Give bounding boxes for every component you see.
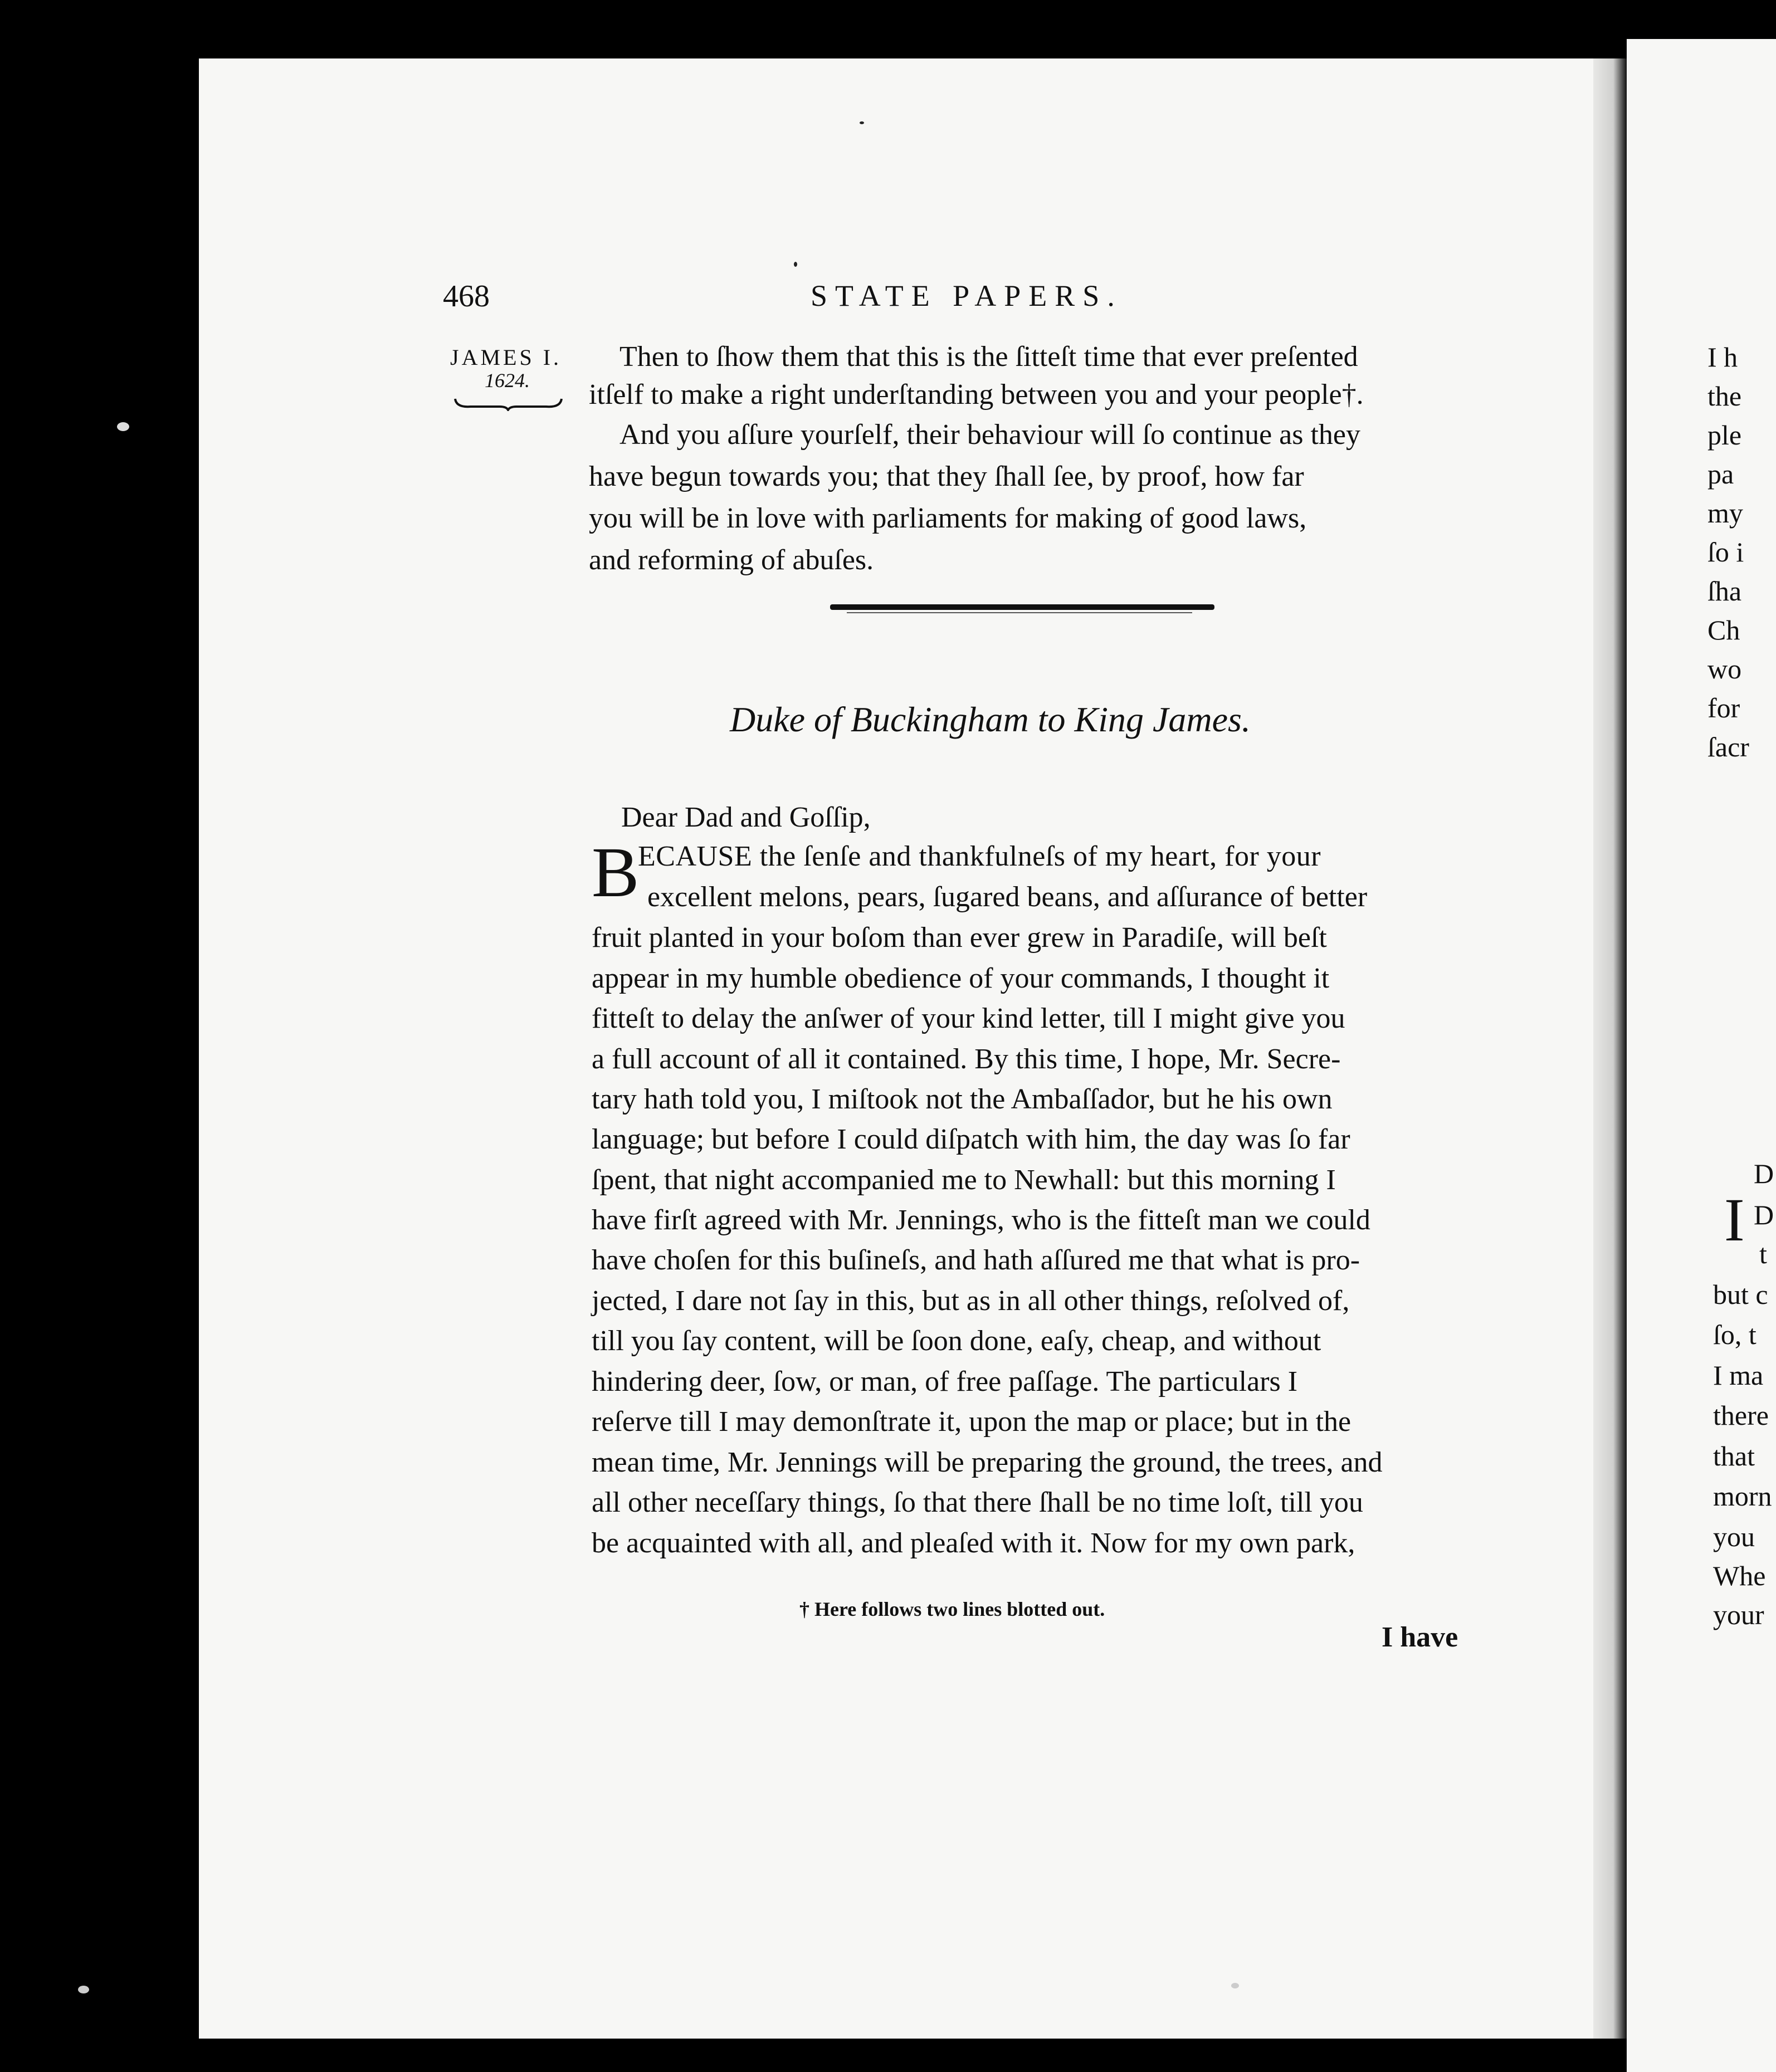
page-number: 468 <box>443 279 490 314</box>
right-page-fragment: D <box>1754 1199 1774 1230</box>
text-line: tary hath told you, I miſtook not the Ambaſſador, but he his own <box>592 1083 1333 1115</box>
page-speck <box>794 262 797 267</box>
page-speck <box>1231 1983 1239 1988</box>
right-page-fragment: morn <box>1713 1480 1772 1512</box>
footnote: † Here follows two lines blotted out. <box>799 1598 1105 1620</box>
text-line: fitteſt to delay the anſwer of your kind letter, till I might give you <box>592 1003 1345 1034</box>
right-page-fragment: ſo, t <box>1713 1319 1757 1350</box>
text-line: have choſen for this buſineſs, and hath aſſured me that what is pro- <box>592 1244 1360 1276</box>
text-line: Then to ſhow them that this is the ſitteſt time that ever preſented <box>619 341 1358 373</box>
right-page <box>1627 39 1776 2072</box>
letter-title: Duke of Buckingham to King James. <box>730 700 1251 739</box>
text-line: mean time, Mr. Jennings will be preparing the ground, the trees, and <box>592 1447 1383 1478</box>
catchword: I have <box>1382 1621 1458 1653</box>
right-page-fragment: there <box>1713 1400 1769 1431</box>
section-divider-thin <box>847 612 1192 613</box>
text-line: ſpent, that night accompanied me to Newhall: but this morning I <box>592 1164 1336 1196</box>
right-page-fragment: pa <box>1707 458 1734 490</box>
right-page-fragment: my <box>1707 497 1743 529</box>
text-line: excellent melons, pears, ſugared beans, and aſſurance of better <box>647 881 1368 913</box>
section-divider <box>830 604 1214 610</box>
right-page-fragment: ſacr <box>1707 731 1749 763</box>
text-line: jected, I dare not ſay in this, but as in all other things, reſolved of, <box>592 1285 1350 1317</box>
text-line: and reforming of abuſes. <box>589 544 874 576</box>
text-line: fruit planted in your boſom than ever grew in Paradiſe, will beſt <box>592 922 1327 954</box>
text-line: be acquainted with all, and pleaſed with it. Now for my own park, <box>592 1527 1355 1559</box>
margin-note-year: 1624. <box>485 369 530 392</box>
right-page-fragment: I ma <box>1713 1360 1764 1391</box>
text-line: a full account of all it contained. By this time, I hope, Mr. Secre- <box>592 1043 1341 1075</box>
letter-salutation: Dear Dad and Goſſip, <box>621 802 871 833</box>
right-page-fragment: I h <box>1707 341 1738 373</box>
right-page-drop-cap: I <box>1724 1186 1745 1254</box>
right-page-fragment: Whe <box>1713 1560 1766 1591</box>
right-page-fragment: ple <box>1707 419 1742 451</box>
text-line: And you aſſure yourſelf, their behaviour will ſo continue as they <box>619 419 1360 451</box>
right-page-fragment: but c <box>1713 1279 1768 1310</box>
margin-note-name: JAMES I. <box>450 345 562 370</box>
text-line: ECAUSE the ſenſe and thankfulneſs of my heart, for your <box>638 840 1321 872</box>
right-page-fragment: for <box>1707 692 1740 724</box>
right-page-fragment: ſha <box>1707 575 1742 607</box>
right-page-fragment: Ch <box>1707 614 1740 646</box>
text-line: all other neceſſary things, ſo that there ſhall be no time loſt, till you <box>592 1487 1363 1518</box>
text-line: itſelf to make a right underſtanding between you and your people†. <box>589 379 1364 411</box>
right-page-fragment: ſo i <box>1707 536 1744 568</box>
text-line: language; but before I could diſpatch with him, the day was ſo far <box>592 1123 1350 1155</box>
right-page-fragment: the <box>1707 380 1742 412</box>
right-page-fragment: your <box>1713 1599 1764 1630</box>
text-line: till you ſay content, will be ſoon done, eaſy, cheap, and without <box>592 1325 1321 1357</box>
text-line: have firſt agreed with Mr. Jennings, who is the fitteſt man we could <box>592 1204 1370 1236</box>
right-page-fragment: wo <box>1707 653 1742 685</box>
right-page-fragment: that <box>1713 1440 1755 1472</box>
text-line: appear in my humble obedience of your commands, I thought it <box>592 962 1330 994</box>
drop-cap: B <box>592 833 640 912</box>
page-speck <box>117 422 129 431</box>
page-speck <box>78 1986 89 1993</box>
text-line: have begun towards you; that they ſhall ſee, by proof, how far <box>589 461 1304 492</box>
text-line: reſerve till I may demonſtrate it, upon the map or place; but in the <box>592 1406 1351 1438</box>
margin-brace-icon <box>454 397 563 411</box>
page-speck <box>860 121 864 124</box>
book-gutter <box>1593 58 1627 2039</box>
right-page-fragment: t <box>1759 1238 1767 1269</box>
text-line: hindering deer, ſow, or man, of free paſſage. The particulars I <box>592 1366 1298 1397</box>
running-head: STATE PAPERS. <box>811 279 1123 312</box>
right-page-fragment: D <box>1754 1158 1774 1189</box>
right-page-fragment: you <box>1713 1521 1755 1552</box>
text-line: you will be in love with parliaments for making of good laws, <box>589 502 1307 534</box>
